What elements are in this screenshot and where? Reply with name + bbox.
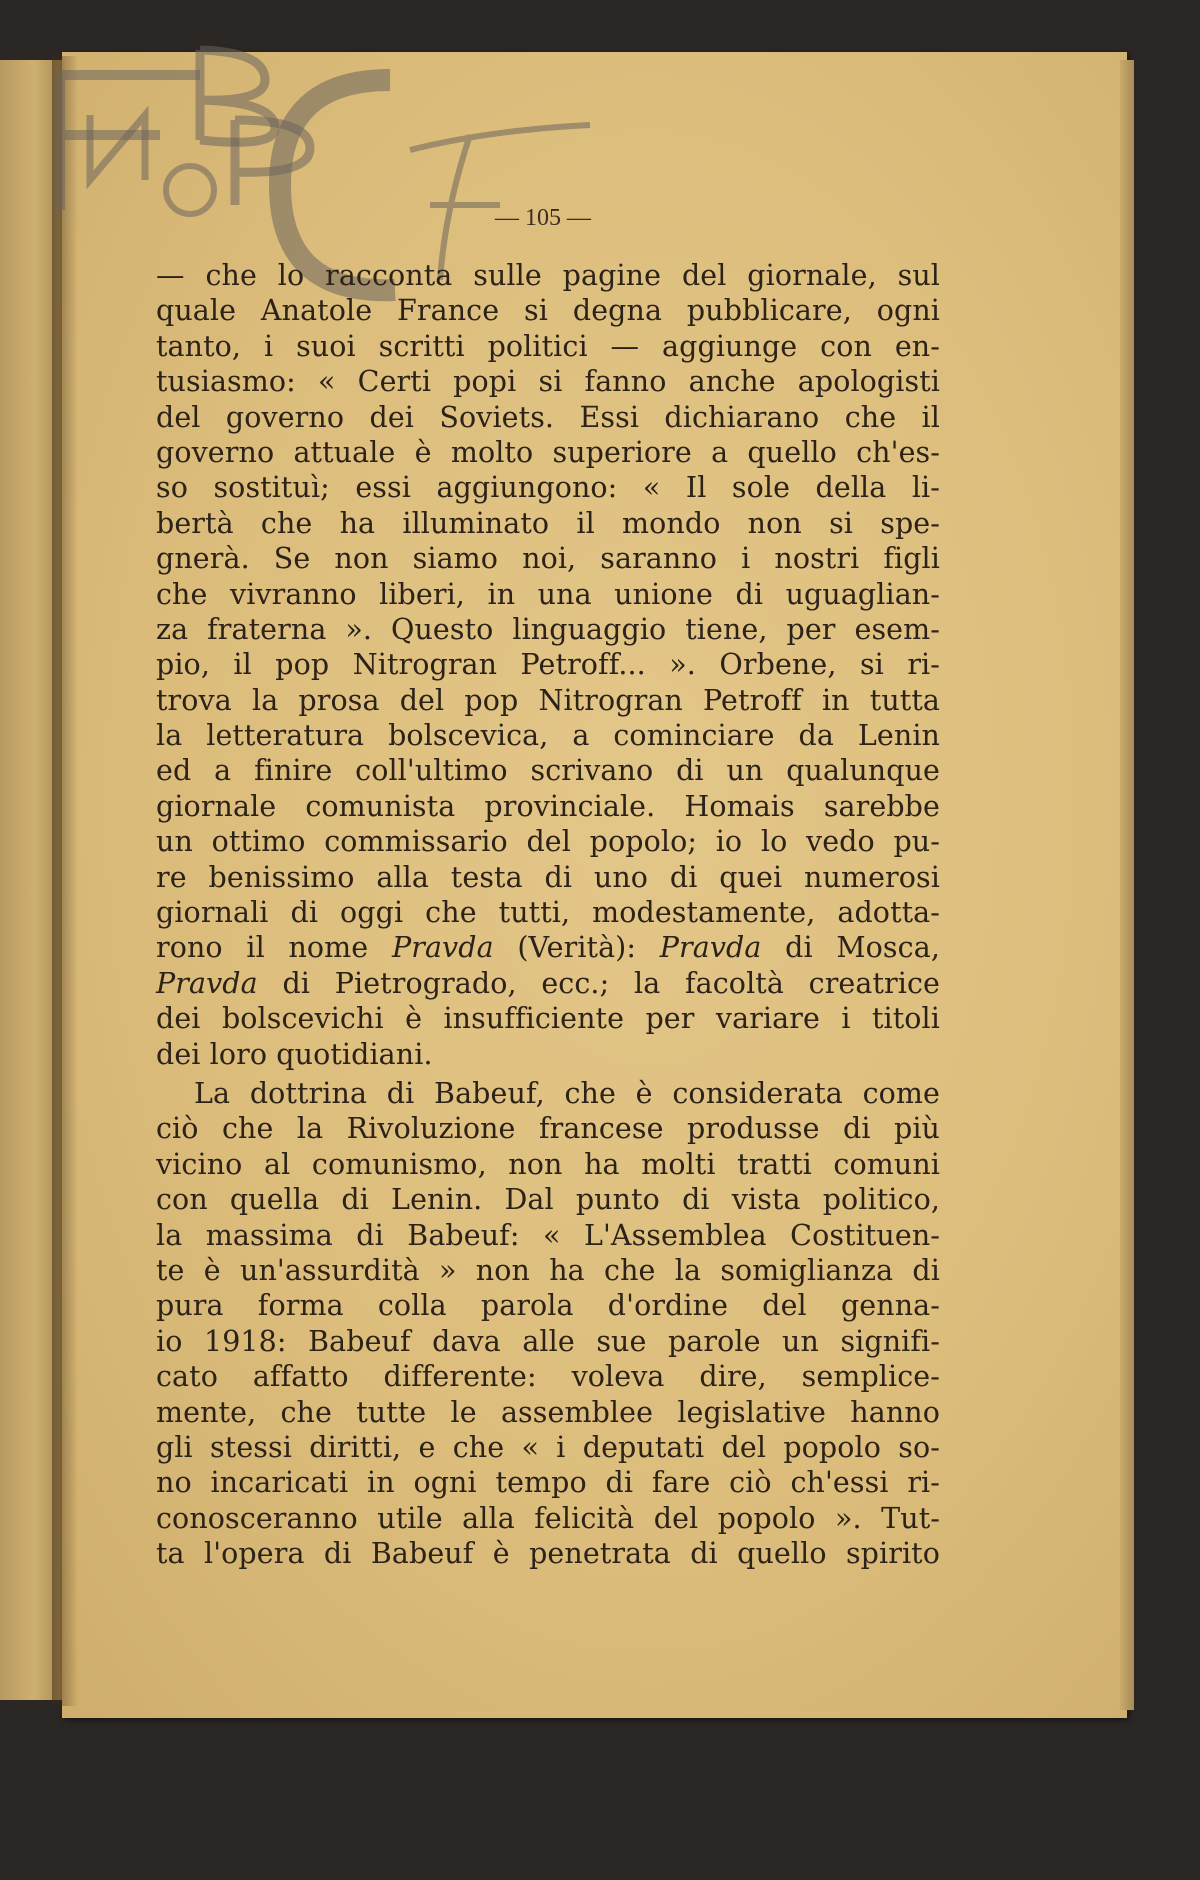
text-line: dei bolscevichi è insufficiente per variare i titoli [156,1002,940,1036]
page-stack-edge [1120,60,1134,1710]
text-line: giornale comunista provinciale. Homais sarebbe [156,789,940,823]
text-line: conosceranno utile alla felicità del popolo ». Tut- [156,1501,940,1535]
text-line: la massima di Babeuf: « L'Assemblea Costituen- [156,1218,940,1252]
text-line: La dottrina di Babeuf, che è considerata come [194,1076,940,1110]
italic-title: Pravda [391,931,494,965]
text-line: pio, il pop Nitrogran Petroff... ». Orbene, si ri- [156,648,940,682]
paragraph [156,258,940,1072]
text-line: re benissimo alla testa di uno di quei numerosi [156,860,940,894]
italic-title: Pravda [659,931,762,965]
text-line: — che lo racconta sulle pagine del giornale, sul [156,259,940,292]
text-line: gli stessi diritti, e che « i deputati del popolo so- [156,1430,940,1464]
text-line: pura forma colla parola d'ordine del genna- [156,1289,940,1323]
body-text [156,258,940,1571]
text-line: cato affatto differente: voleva dire, semplice- [156,1360,940,1394]
text-line: mente, che tutte le assemblee legislative hanno [156,1395,940,1429]
text-line: del governo dei Soviets. Essi dichiarano che il [156,400,940,434]
text-line: rono il nome Pravda (Verità): Pravda di Mosca, [156,931,940,965]
text-line: Pravda di Pietrogrado, ecc.; la facoltà creatrice [156,966,940,1000]
text-line: che vivranno liberi, in una unione di uguaglian- [156,577,940,611]
text-line: so sostituì; essi aggiungono: « Il sole della li- [156,471,940,505]
text-line: gnerà. Se non siamo noi, saranno i nostri figli [156,542,940,576]
text-line: no incaricati in ogni tempo di fare ciò ch'essi ri- [156,1466,940,1500]
text-line: trova la prosa del pop Nitrogran Petroff in tutta [156,683,940,717]
text-line: te è un'assurdità » non ha che la somiglianza di [156,1253,940,1287]
text-line: tusiasmo: « Certi popi si fanno anche apologisti [156,365,940,399]
text-line: bertà che ha illuminato il mondo non si spe- [156,506,940,540]
text-line: vicino al comunismo, non ha molti tratti comuni [156,1147,940,1181]
text-line: tanto, i suoi scritti politici — aggiunge con en- [156,329,940,363]
paragraph [156,1076,940,1571]
text-line: ciò che la Rivoluzione francese produsse di più [156,1112,940,1146]
text-line: un ottimo commissario del popolo; io lo vedo pu- [156,825,940,859]
text-line: ed a finire coll'ultimo scrivano di un qualunque [156,754,940,788]
text-line: za fraterna ». Questo linguaggio tiene, per esem- [156,612,940,646]
text-line: quale Anatole France si degna pubblicare, ogni [156,294,940,328]
text-line: io 1918: Babeuf dava alle sue parole un signifi- [156,1324,940,1358]
text-line: governo attuale è molto superiore a quello ch'es- [156,435,940,469]
page-number: — 105 — [495,205,591,231]
text-line: ta l'opera di Babeuf è penetrata di quello spirito [156,1537,940,1571]
text-line: giornali di oggi che tutti, modestamente, adotta- [156,896,940,930]
text-line: la letteratura bolscevica, a cominciare da Lenin [156,719,940,753]
italic-title: Pravda [156,966,258,1000]
text-line: con quella di Lenin. Dal punto di vista politico, [156,1183,940,1217]
text-line: dei loro quotidiani. [156,1037,433,1071]
